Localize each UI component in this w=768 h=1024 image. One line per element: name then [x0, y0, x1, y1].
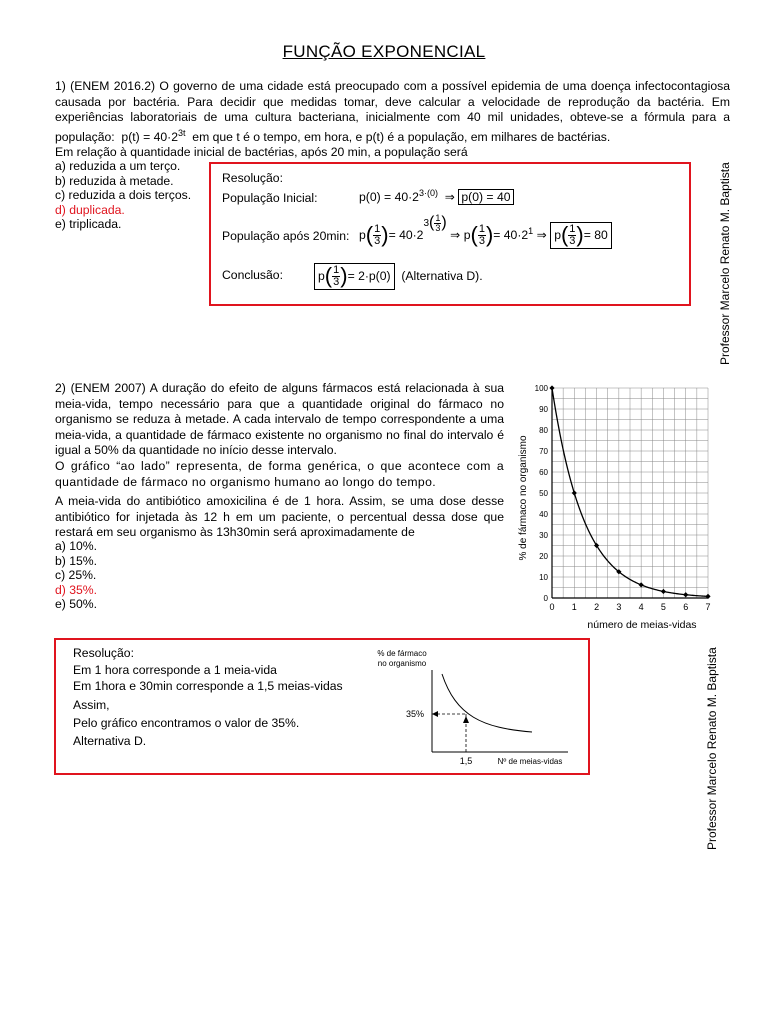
sketch-x-marker-label: 1,5	[459, 756, 473, 766]
y-tick-label: 0	[543, 594, 548, 603]
q1-text-a: 1) (ENEM 2016.2) O governo de uma cidade está preocupado com a possível epidemia de uma doença infectocontagiosa causada por bactéria. Para decidir que medidas tomar, deve calcular a velocidade de reprodução da bactéria. Em experiências laboratoriais de uma cultura bacteriana, inicialmente com 40 mil unidades, obteve-se a fórmula para a população:	[55, 79, 730, 144]
q1-text-c: Em relação à quantidade inicial de bactérias, após 20 min, a população será	[55, 145, 468, 160]
q1-statement	[55, 79, 730, 161]
conclusion-alternative: (Alternativa D).	[401, 269, 483, 283]
data-point	[639, 582, 644, 587]
q1-text-b: em que t é o tempo, em hora, e p(t) é a população, em milhares de bactérias.	[192, 129, 611, 144]
sketch-y-label-1: % de fármaco	[377, 649, 427, 658]
y-axis-label: % de fármaco no organismo	[518, 435, 529, 561]
q1-resolution-box	[209, 162, 691, 306]
q2-paragraph-1: 2) (ENEM 2007) A duração do efeito de alguns fármacos está relacionada à sua meia-vida, tempo necessário para que a quantidade original do fármaco no organismo se reduza à metade. A cada intervalo de tempo correspondente a uma meia-vida, a quantidade de fármaco existente no organismo no final do intervalo é igual a 50% da quantidade no início desse intervalo.	[55, 381, 504, 457]
page-title: FUNÇÃO EXPONENCIAL	[282, 42, 486, 61]
implies-arrow: ⇒	[450, 228, 461, 242]
data-point	[683, 592, 688, 597]
y-tick-label: 50	[539, 489, 548, 498]
x-tick-label: 0	[549, 602, 555, 612]
q2-resolution-line-5: Alternativa D.	[73, 734, 147, 748]
fraction-one-third: $\frac{1}{3}$	[374, 222, 381, 247]
q2-paragraph-2: O gráfico “ao lado” representa, de forma genérica, o que acontece com a quantidade de fármaco no organismo humano ao longo do tempo.	[55, 459, 504, 489]
q1-formula: $p(t) = 40\cdot 2^{3t}$	[121, 127, 186, 144]
q1-option-e: e) triplicada.	[55, 217, 122, 231]
conclusion-label: Conclusão:	[222, 268, 283, 282]
implies-arrow: ⇒	[444, 190, 455, 205]
q2-resolution-box	[54, 638, 590, 775]
x-tick-label: 4	[638, 602, 644, 612]
q1-resolution-heading: Resolução:	[222, 171, 283, 185]
y-tick-labels	[535, 384, 549, 603]
x-tick-label: 2	[594, 602, 600, 612]
y-tick-label: 20	[539, 552, 548, 561]
q2-option-d: d) 35%.	[55, 582, 98, 597]
sketch-horizontal-arrowhead	[432, 711, 438, 717]
q2-resolution-line-1: Em 1 hora corresponde a 1 meia-vida	[73, 663, 277, 677]
implies-arrow: ⇒	[536, 228, 547, 242]
q2-resolution-heading: Resolução:	[73, 646, 134, 660]
q2-option-b: b) 15%.	[55, 553, 98, 568]
half-life-chart	[510, 378, 720, 634]
initial-result: p(0) = 40	[458, 189, 513, 205]
initial-label: População Inicial:	[222, 191, 318, 205]
y-tick-label: 10	[539, 573, 548, 582]
x-tick-label: 5	[660, 602, 666, 612]
sketch-y-marker-label: 35%	[406, 709, 425, 719]
y-tick-label: 30	[539, 531, 548, 540]
x-tick-labels	[549, 602, 710, 612]
after-equation: p ( $\frac{1}{3}$ ) = 40·2 3 ( $\frac{1}{3}$ ) ⇒ p ( $\frac{1}{3}$ ) = 40·2 $^1$ ⇒ p ( $\frac{1}{3}$ ) = 80	[359, 215, 612, 255]
x-tick-label: 3	[616, 602, 622, 612]
y-tick-label: 70	[539, 447, 548, 456]
conclusion-equation	[314, 258, 483, 294]
conclusion-result: p ( $\frac{1}{3}$ ) = 2·p(0)	[314, 263, 395, 290]
sketch-vertical-arrowhead	[463, 716, 469, 723]
q1-options	[55, 159, 191, 232]
q1-option-c: c) reduzida a dois terços.	[55, 188, 192, 202]
q2-resolution-line-2: Em 1hora e 30min corresponde a 1,5 meias-vidas	[73, 679, 343, 693]
after-result: p ( $\frac{1}{3}$ ) = 80	[550, 222, 612, 249]
q2-option-a: a) 10%.	[55, 539, 98, 553]
initial-equation: $p(0) = 40\cdot 2^{3\cdot(0)}$ ⇒ p(0) = 40	[359, 188, 514, 204]
x-axis-label: número de meias-vidas	[587, 619, 697, 631]
q2-option-e: e) 50%.	[55, 597, 98, 611]
after-label: População após 20min:	[222, 229, 350, 243]
sketch-y-label-2: no organismo	[377, 659, 427, 668]
q1-option-a: a) reduzida a um terço.	[55, 159, 181, 173]
x-tick-label: 7	[705, 602, 711, 612]
side-label-top: Professor Marcelo Renato M. Baptista	[718, 162, 732, 365]
sketch-decay-curve	[442, 674, 532, 732]
q2-option-c: c) 25%.	[55, 568, 97, 582]
side-label-bottom: Professor Marcelo Renato M. Baptista	[705, 647, 719, 850]
y-tick-label: 40	[539, 510, 548, 519]
x-tick-label: 6	[683, 602, 689, 612]
sketch-x-label: Nº de meias-vidas	[497, 757, 563, 766]
q2-options	[55, 539, 97, 612]
y-tick-label: 90	[539, 405, 548, 414]
q2-resolution-line-3: Assim,	[73, 698, 110, 712]
q2-resolution-line-4: Pelo gráfico encontramos o valor de 35%.	[73, 716, 300, 730]
y-tick-label: 100	[534, 384, 548, 393]
x-tick-label: 1	[571, 602, 577, 612]
generic-decay-sketch	[356, 644, 586, 770]
y-tick-label: 80	[539, 426, 548, 435]
q1-option-d: d) duplicada.	[55, 202, 125, 217]
data-point	[549, 385, 554, 390]
q2-paragraph-3: A meia-vida do antibiótico amoxicilina é de 1 hora. Assim, se uma dose desse antibiótico for injetada às 12 h em um paciente, o percentual dessa dose que restará em seu organismo às 13h30min será aproximadamente de	[55, 494, 504, 539]
data-point	[661, 589, 666, 594]
data-point	[572, 490, 577, 495]
y-tick-label: 60	[539, 468, 548, 477]
q1-option-b: b) reduzida à metade.	[55, 173, 174, 188]
